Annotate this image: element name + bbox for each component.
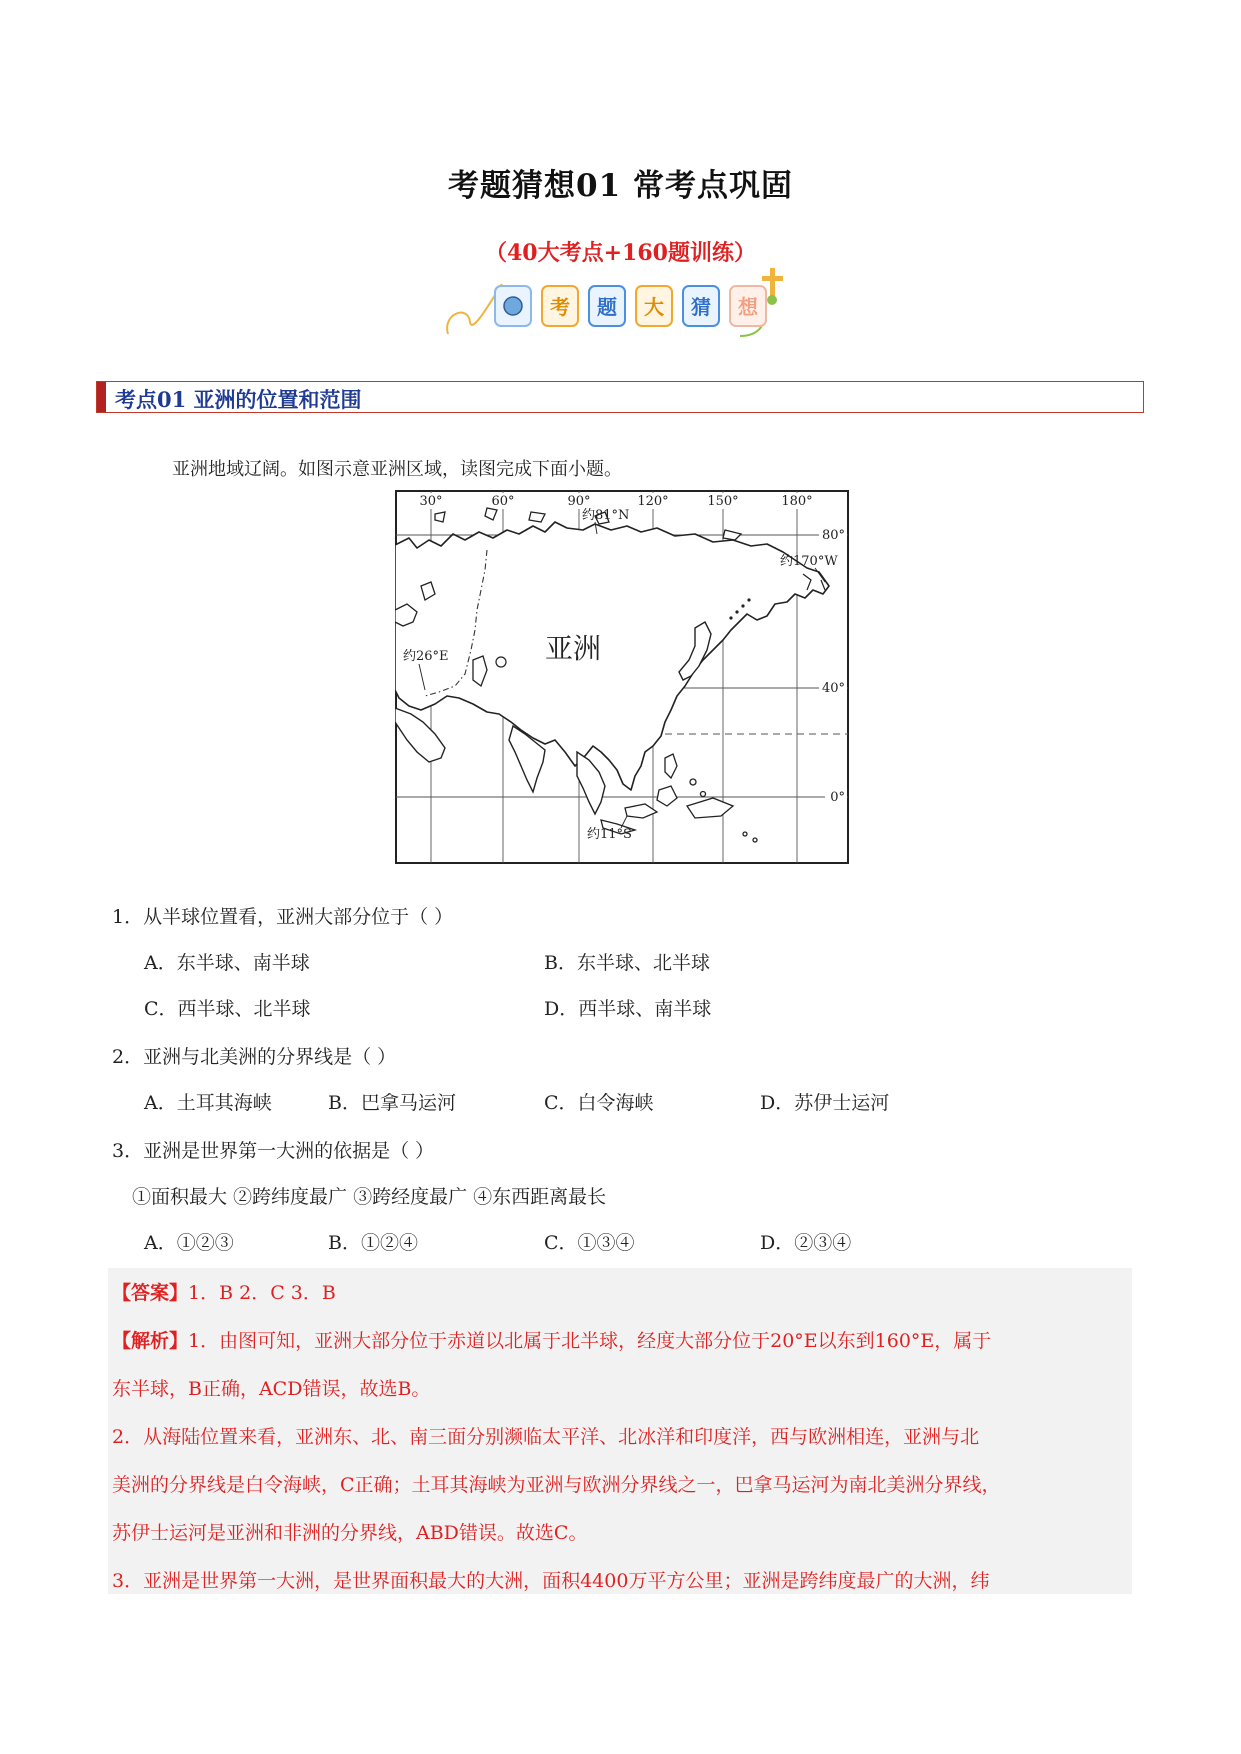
section-marker [97, 382, 106, 412]
annot-81n: 约81°N [582, 508, 630, 523]
answer-text: 1．B 2．C 3．B [188, 1282, 336, 1304]
lat-label-80: 80° [821, 528, 845, 543]
question-1-option-b[interactable]: B．东半球、北半球 [544, 952, 710, 974]
analysis-label: 【解析】 [112, 1330, 189, 1352]
asia-map [395, 490, 849, 864]
intro-text: 亚洲地域辽阔。如图示意亚洲区域，读图完成下面小题。 [172, 459, 622, 480]
analysis-line-2: 东半球，B正确，ACD错误，故选B。 [112, 1378, 431, 1400]
lat-label-0: 0° [830, 790, 845, 805]
annot-11s: 约11°S [587, 827, 632, 842]
question-3-option-c[interactable]: C．①③④ [544, 1232, 635, 1254]
question-2-option-b[interactable]: B．巴拿马运河 [328, 1092, 456, 1114]
banner-char-3: 大 [644, 295, 664, 319]
continent-label: 亚洲 [544, 632, 602, 665]
question-1-option-a[interactable]: A．东半球、南半球 [144, 952, 310, 974]
banner-char-1: 考 [550, 295, 570, 319]
analysis-text-1: 1．由图可知，亚洲大部分位于赤道以北属于北半球，经度大部分位于20°E以东到160°E，属于 [188, 1330, 992, 1352]
question-2-option-a[interactable]: A．土耳其海峡 [144, 1092, 272, 1114]
question-3-option-b[interactable]: B．①②④ [328, 1232, 418, 1254]
banner-box-2 [589, 286, 625, 326]
page-title: 考题猜想01 常考点巩固 [448, 168, 793, 204]
question-3-stem: 3．亚洲是世界第一大洲的依据是（ ） [112, 1140, 435, 1162]
question-2-option-c[interactable]: C．白令海峡 [544, 1092, 654, 1114]
banner-box-3 [636, 286, 672, 326]
analysis-line-6: 3．亚洲是世界第一大洲，是世界面积最大的大洲，面积4400万平方公里；亚洲是跨纬度最广的大洲，纬 [112, 1570, 990, 1592]
guess-banner [440, 264, 810, 342]
question-3-option-d[interactable]: D．②③④ [760, 1232, 852, 1254]
question-1-stem: 1．从半球位置看，亚洲大部分位于（ ） [112, 906, 454, 928]
answer-label: 【答案】 [112, 1282, 189, 1304]
question-1-option-d[interactable]: D．西半球、南半球 [544, 998, 712, 1020]
analysis-line-3: 2．从海陆位置来看，亚洲东、北、南三面分别濒临太平洋、北冰洋和印度洋，西与欧洲相连，亚洲与北 [112, 1426, 980, 1448]
analysis-line-1 [112, 1326, 991, 1353]
banner-char-4: 猜 [691, 295, 711, 319]
globe-icon [504, 297, 522, 315]
swirl-decoration [447, 284, 502, 334]
section-header [96, 381, 1144, 413]
lon-label-120: 120° [637, 494, 669, 509]
answer-line [112, 1278, 336, 1305]
lon-label-150: 150° [707, 494, 739, 509]
lon-label-90: 90° [567, 494, 591, 509]
page-subtitle: （40大考点+160题训练） [485, 240, 756, 266]
question-3-statements: ①面积最大 ②跨纬度最广 ③跨经度最广 ④东西距离最长 [132, 1186, 607, 1208]
banner-char-2: 题 [597, 295, 617, 319]
lat-label-40: 40° [821, 681, 845, 696]
lon-label-30: 30° [419, 494, 443, 509]
question-3-option-a[interactable]: A．①②③ [144, 1232, 234, 1254]
banner-box-5 [730, 286, 766, 326]
question-2-option-d[interactable]: D．苏伊士运河 [760, 1092, 890, 1114]
banner-box-1 [542, 286, 578, 326]
annot-26e: 约26°E [403, 649, 449, 664]
analysis-line-4: 美洲的分界线是白令海峡，C正确；土耳其海峡为亚洲与欧洲分界线之一，巴拿马运河为南北美洲分界线， [112, 1474, 1001, 1496]
banner-char-5: 想 [738, 295, 758, 319]
question-2-stem: 2．亚洲与北美洲的分界线是（ ） [112, 1046, 397, 1068]
analysis-line-5: 苏伊士运河是亚洲和非洲的分界线，ABD错误。故选C。 [112, 1522, 588, 1544]
banner-box-4 [683, 286, 719, 326]
section-title: 考点01 亚洲的位置和范围 [115, 387, 362, 412]
annot-170w: 约170°W [780, 554, 838, 569]
lon-label-60: 60° [491, 494, 515, 509]
lon-label-180: 180° [781, 494, 813, 509]
aral-sea [496, 657, 506, 667]
question-1-option-c[interactable]: C．西半球、北半球 [144, 998, 311, 1020]
